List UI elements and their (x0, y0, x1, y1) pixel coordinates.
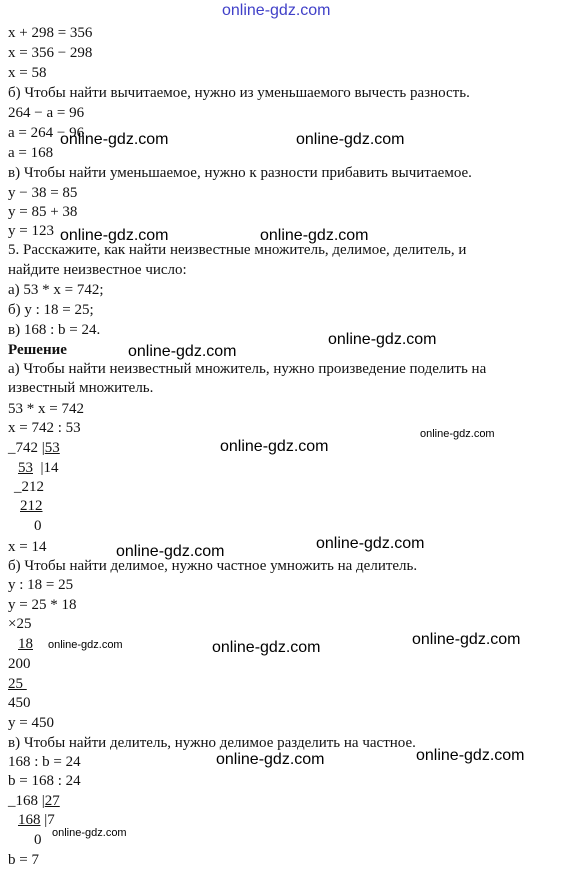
multiplication-line: ×25 (8, 616, 32, 632)
watermark: online-gdz.com (212, 639, 321, 656)
watermark: online-gdz.com (52, 827, 127, 839)
watermark-top: online-gdz.com (222, 2, 331, 19)
task-text: 5. Расскажите, как найти неизвестные множитель, делимое, делитель, и (8, 242, 467, 258)
multiplication-line: 200 (8, 656, 31, 672)
long-division-line: _212 (14, 479, 44, 495)
watermark: online-gdz.com (296, 131, 405, 148)
equation-line: x = 356 − 298 (8, 45, 93, 61)
rule-text: в) Чтобы найти уменьшаемое, нужно к разности прибавить вычитаемое. (8, 165, 472, 181)
watermark: online-gdz.com (316, 535, 425, 552)
long-division-line: 0 (34, 518, 42, 534)
watermark: online-gdz.com (328, 331, 437, 348)
long-division-line: 168 |7 (18, 812, 55, 828)
watermark: online-gdz.com (412, 631, 521, 648)
equation-line: y = 25 * 18 (8, 597, 77, 613)
equation-line: a = 264 − 96 (8, 125, 85, 141)
watermark: online-gdz.com (420, 428, 495, 440)
equation-line: x = 58 (8, 65, 47, 81)
rule-text: известный множитель. (8, 380, 154, 396)
long-division-line: _168 |27 (8, 793, 60, 809)
long-division-line: 212 (20, 498, 43, 514)
equation-line: 53 * x = 742 (8, 401, 84, 417)
watermark: online-gdz.com (220, 438, 329, 455)
watermark: online-gdz.com (260, 227, 369, 244)
equation-line: y = 85 + 38 (8, 204, 78, 220)
watermark: online-gdz.com (60, 131, 169, 148)
equation-line: x = 14 (8, 539, 47, 555)
task-item: а) 53 * x = 742; (8, 282, 104, 298)
equation-line: x + 298 = 356 (8, 25, 93, 41)
rule-text: б) Чтобы найти вычитаемое, нужно из уменьшаемого вычесть разность. (8, 85, 470, 101)
watermark: online-gdz.com (128, 343, 237, 360)
equation-line: y = 123 (8, 223, 54, 239)
rule-text: а) Чтобы найти неизвестный множитель, нужно произведение поделить на (8, 361, 487, 377)
equation-line: b = 7 (8, 852, 39, 868)
rule-text: б) Чтобы найти делимое, нужно частное умножить на делитель. (8, 558, 418, 574)
watermark: online-gdz.com (60, 227, 169, 244)
watermark: online-gdz.com (216, 751, 325, 768)
task-text: найдите неизвестное число: (8, 262, 187, 278)
multiplication-line: 18 (18, 636, 33, 652)
equation-line: b = 168 : 24 (8, 773, 81, 789)
equation-line: 168 : b = 24 (8, 754, 81, 770)
equation-line: y = 450 (8, 715, 54, 731)
equation-line: y − 38 = 85 (8, 185, 78, 201)
task-item: б) y : 18 = 25; (8, 302, 94, 318)
watermark: online-gdz.com (116, 543, 225, 560)
long-division-line: _742 |53 (8, 440, 60, 456)
equation-line: a = 168 (8, 145, 54, 161)
rule-text: в) Чтобы найти делитель, нужно делимое разделить на частное. (8, 735, 416, 751)
long-division-line: 0 (34, 832, 42, 848)
equation-line: x = 742 : 53 (8, 420, 81, 436)
equation-line: 264 − a = 96 (8, 105, 85, 121)
solution-heading: Решение (8, 342, 67, 358)
equation-line: y : 18 = 25 (8, 577, 74, 593)
watermark: online-gdz.com (48, 639, 123, 651)
long-division-line: 53 |14 (18, 460, 59, 476)
multiplication-line: 25 (8, 676, 27, 692)
multiplication-line: 450 (8, 695, 31, 711)
watermark: online-gdz.com (416, 747, 525, 764)
task-item: в) 168 : b = 24. (8, 322, 101, 338)
